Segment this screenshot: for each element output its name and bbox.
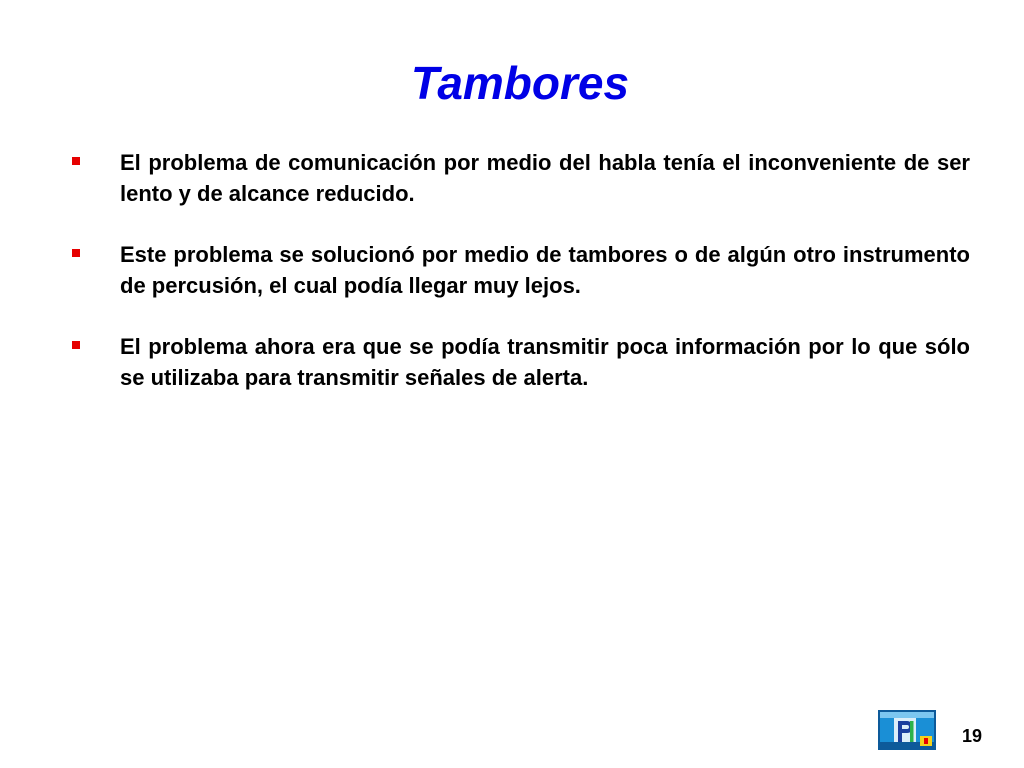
bullet-list xyxy=(72,147,970,423)
list-item xyxy=(72,239,970,301)
list-item xyxy=(72,331,970,393)
logo-graphic xyxy=(880,712,934,748)
institution-logo-icon xyxy=(878,710,936,750)
square-bullet-icon xyxy=(72,341,80,349)
square-bullet-icon xyxy=(72,157,80,165)
page-number: 19 xyxy=(962,726,983,746)
bullet-text: El problema ahora era que se podía transmitir poca información por lo que sólo se utilizaba para transmitir señales de alerta. xyxy=(120,334,970,390)
list-item xyxy=(72,147,970,209)
bullet-text: Este problema se solucionó por medio de tambores o de algún otro instrumento de percusión, el cual podía llegar muy lejos. xyxy=(120,242,970,298)
bullet-text: El problema de comunicación por medio del habla tenía el inconveniente de ser lento y de alcance reducido. xyxy=(120,150,970,206)
square-bullet-icon xyxy=(72,249,80,257)
slide-title: Tambores xyxy=(410,57,630,109)
